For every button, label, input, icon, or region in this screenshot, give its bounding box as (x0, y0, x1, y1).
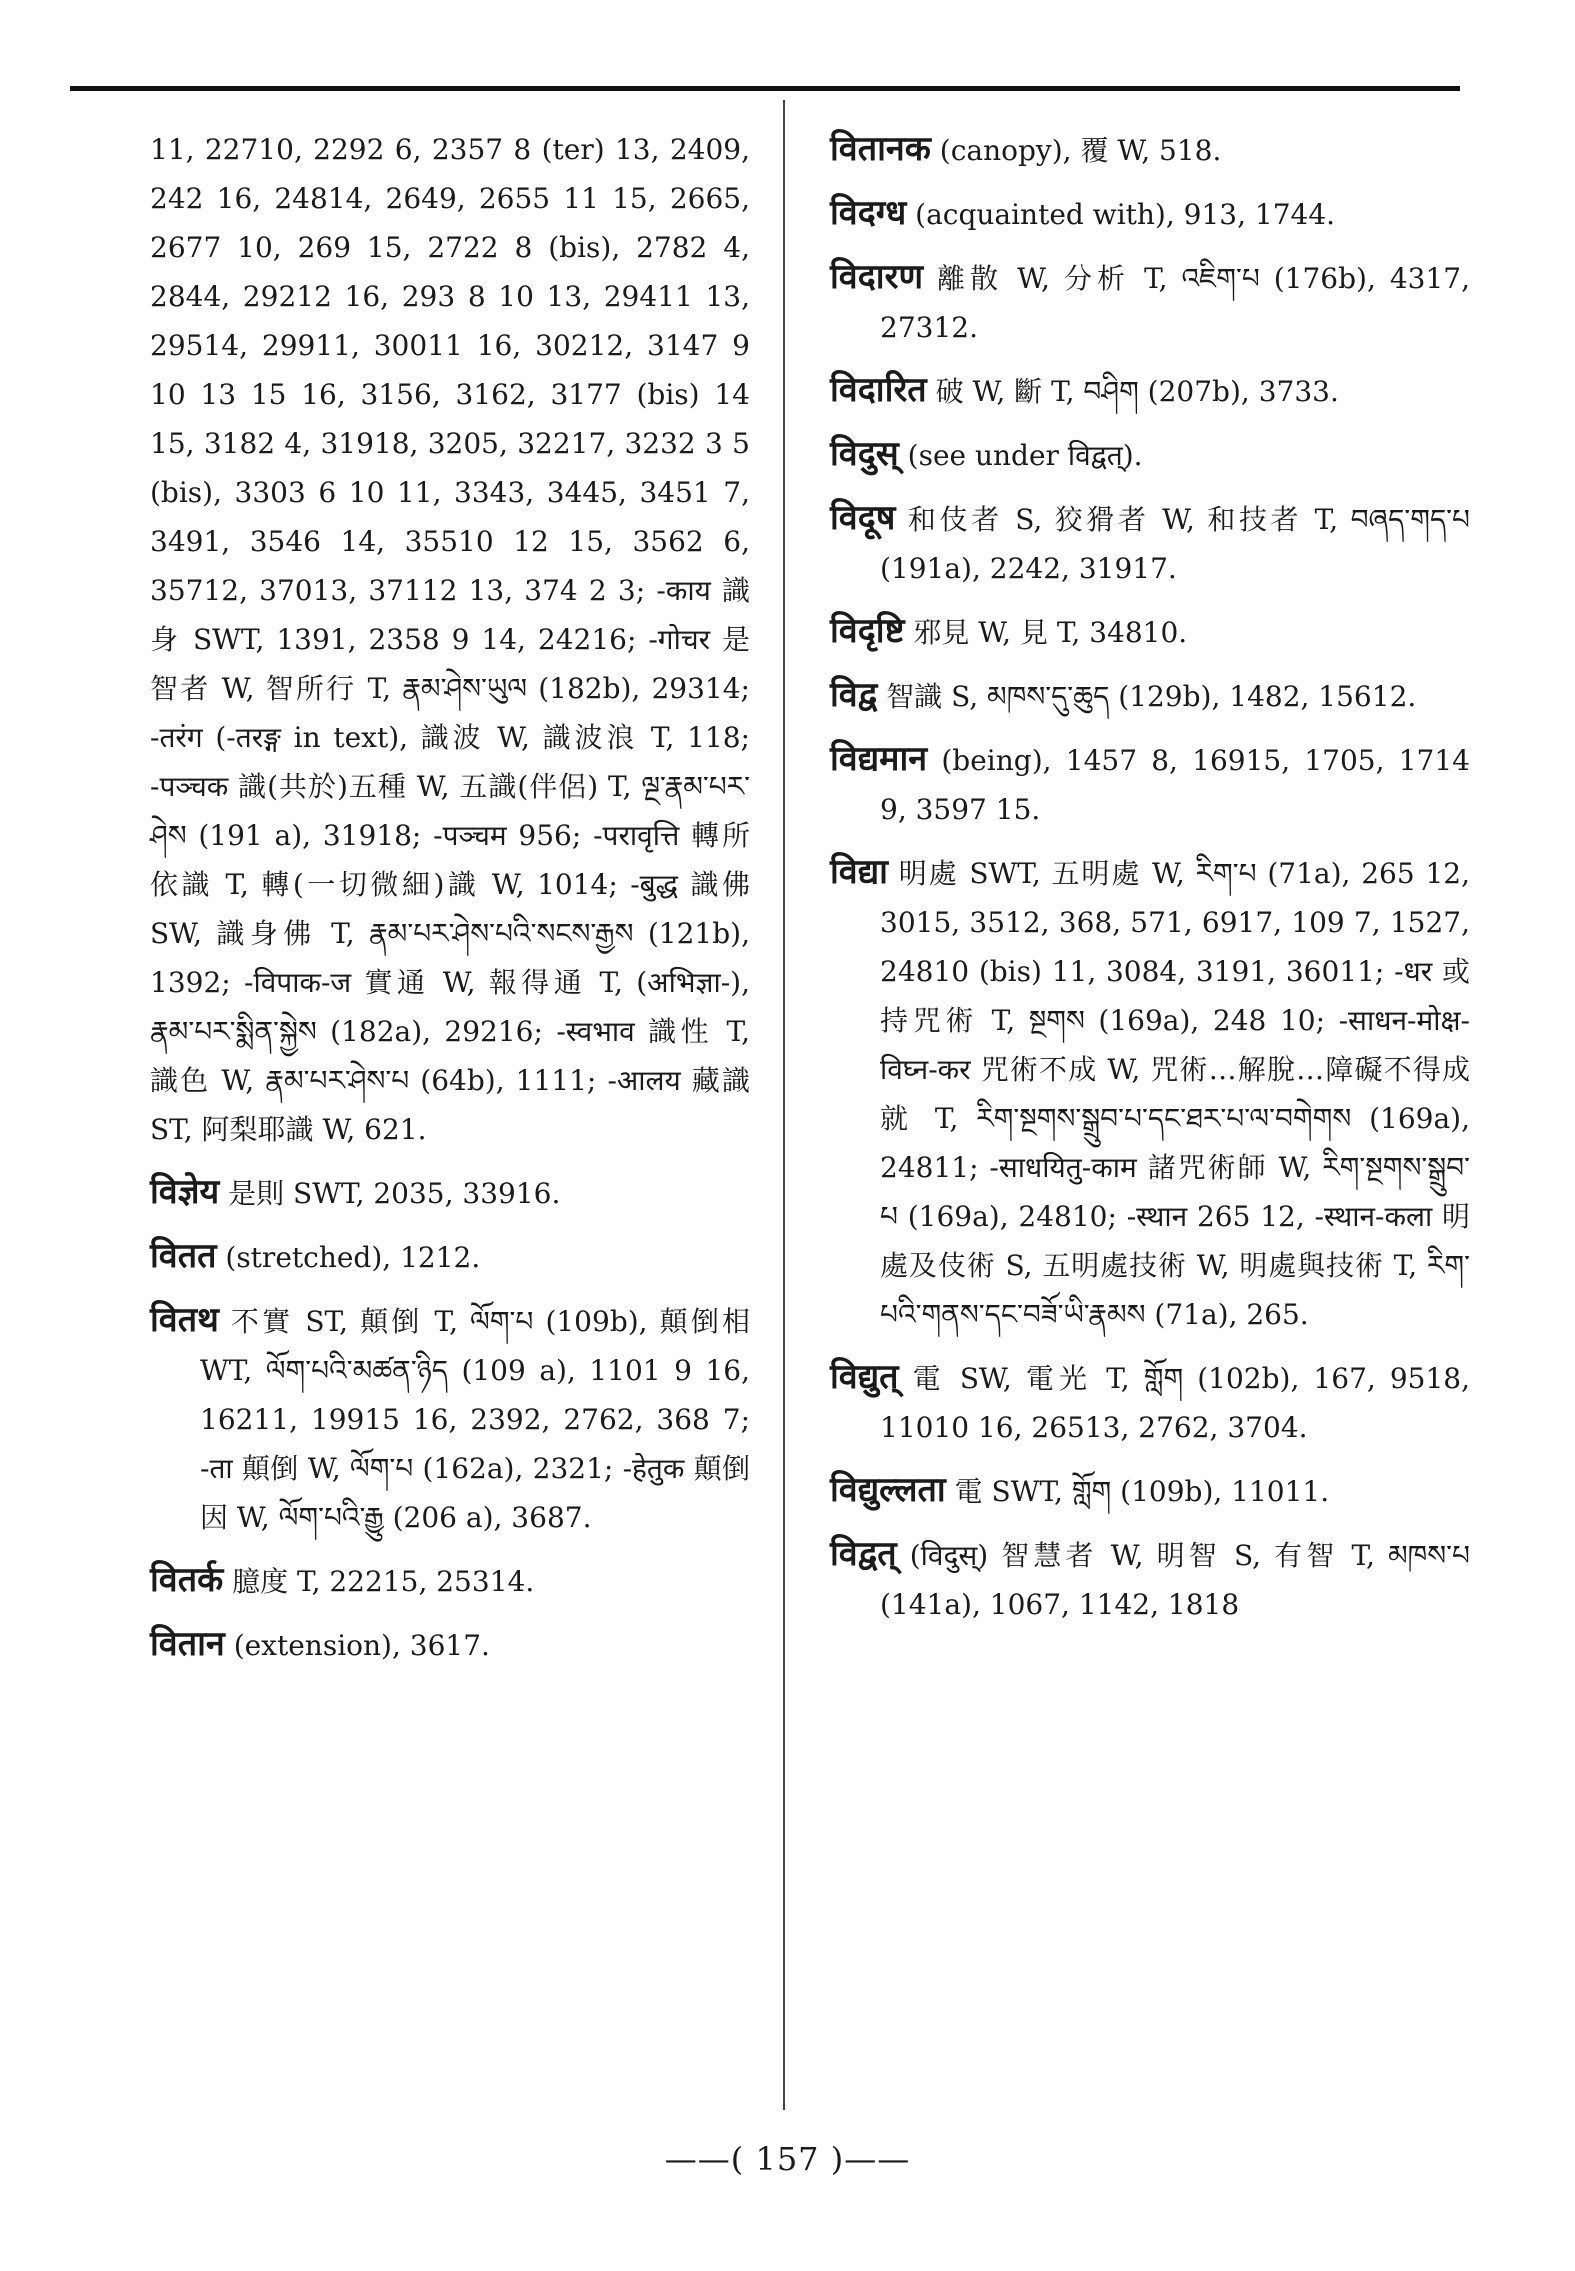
entry-text: (being), 1457 8, 16915, 1705, 1714 9, 3597 15. (880, 744, 1470, 826)
entry-text: 臆度 T, 22215, 25314. (232, 1565, 535, 1598)
headword: वितत (150, 1236, 217, 1276)
dictionary-entry (830, 735, 1470, 834)
headword: वितर्क (150, 1560, 224, 1600)
dictionary-entry (830, 494, 1470, 593)
right-column (830, 125, 1470, 1643)
dictionary-entry (830, 125, 1470, 175)
dictionary-entry (150, 125, 750, 1154)
entry-text: (canopy), 覆 W, 518. (939, 134, 1222, 167)
dictionary-entry (150, 1296, 750, 1542)
headword: विज्ञेय (150, 1172, 220, 1212)
dictionary-entry (830, 607, 1470, 657)
left-column (150, 125, 750, 1684)
page-number: ——( 157 )—— (664, 2140, 911, 2178)
headword: विद्यमान (830, 739, 928, 779)
dictionary-entry (830, 1530, 1470, 1629)
headword: विदूष (830, 498, 896, 538)
headword: विदारित (830, 370, 927, 410)
entry-text: 明處 SWT, 五明處 W, རིག་པ (71a), 265 12, 3015, 3512, 368, 571, 6917, 109 7, 1527, 24810 (bis) 11, 3084, 3191, 36011; -धर 或持咒術 T, སྔགས (169a), 248 10; -साधन-मोक्ष-विघ्न-कर 咒術不成 W, 咒術…解脫…障礙不得成就 T, རིག་སྔགས་སྒྲུབ་པ་དང་ཐར་པ་ལ་བགེགས (169a), 24811; -साधयितु-काम 諸咒術師 W, རིག་སྔགས་སྒྲུབ་པ (169a), 24810; -स्थान 265 12, -स्थान-कला 明處及伎術 S, 五明處技術 W, 明處與技術 T, རིག་པའི་གནས་དང་བཟོ་ཡི་རྣམས (71a), 265. (880, 857, 1470, 1331)
entry-text: (विदुस्) 智慧者 W, 明智 S, 有智 T, མཁས་པ (141a), 1067, 1142, 1818 (880, 1539, 1470, 1621)
dictionary-entry (830, 366, 1470, 416)
entry-text: 智識 S, མཁས་དུ་ཆུད (129b), 1482, 15612. (886, 680, 1417, 713)
headword: विद्या (830, 852, 888, 892)
headword: वितान (150, 1624, 225, 1664)
entry-text: (see under विद्वत्). (907, 439, 1143, 472)
entry-text: (extension), 3617. (233, 1629, 490, 1662)
entry-text: 電 SW, 電光 T, གློག (102b), 167, 9518, 11010 16, 26513, 2762, 3704. (880, 1362, 1470, 1444)
entry-text: 11, 22710, 2292 6, 2357 8 (ter) 13, 2409, 242 16, 24814, 2649, 2655 11 15, 2665, 2677 10, 269 15, 2722 8 (bis), 2782 4, 2844, 29212 16, 293 8 10 13, 29411 13, 29514, 29911, 30011 16, 30212, 3147 9 10 13 15 16, 3156, 3162, 3177 (bis) 14 15, 3182 4, 31918, 3205, 32217, 3232 3 5 (bis), 3303 6 10 11, 3343, 3445, 3451 7, 3491, 3546 14, 35510 12 15, 3562 6, 35712, 37013, 37112 13, 374 2 3; -काय 識身 SWT, 1391, 2358 9 14, 24216; -गोचर 是智者 W, 智所行 T, རྣམ་ཤེས་ཡུལ (182b), 29314; -तरंग (-तरङ्ग in text), 識波 W, 識波浪 T, 118; -पञ्चक 識(共於)五種 W, 五識(伴侶) T, ལྔ་རྣམ་པར་ཤེས (191 a), 31918; -पञ्चम 956; -परावृत्ति 轉所依識 T, 轉(一切微細)識 W, 1014; -बुद्ध 識佛 SW, 識身佛 T, རྣམ་པར་ཤེས་པའི་སངས་རྒྱས (121b), 1392; -विपाक-ज 實通 W, 報得通 T, (अभिज्ञा-), རྣམ་པར་སྨིན་སྐྱེས (182a), 29216; -स्वभाव 識性 T, 識色 W, རྣམ་པར་ཤེས་པ (64b), 1111; -आलय 藏識 ST, 阿梨耶識 W, 621. (150, 133, 750, 1146)
entry-text: 電 SWT, གློག (109b), 11011. (954, 1475, 1330, 1508)
entry-text: 和伎者 S, 狡猾者 W, 和技者 T, བཞད་གད་པ (191a), 2242, 31917. (880, 503, 1470, 585)
headword: विद्युल्लता (830, 1470, 946, 1510)
headword: विद्वत् (830, 1534, 897, 1574)
dictionary-entry (830, 1353, 1470, 1452)
dictionary-entry (150, 1556, 750, 1606)
dictionary-entry (830, 1466, 1470, 1516)
entry-text: 邪見 W, 見 T, 34810. (913, 616, 1188, 649)
entry-text: 是則 SWT, 2035, 33916. (228, 1177, 561, 1210)
headword: वितथ (150, 1300, 219, 1340)
column-divider (783, 100, 785, 2110)
headword: वितानक (830, 129, 931, 169)
headword: विदुस् (830, 434, 899, 474)
headword: विदग्ध (830, 193, 907, 233)
headword: विदृष्टि (830, 611, 905, 651)
entry-text: (stretched), 1212. (225, 1241, 481, 1274)
dictionary-entry (830, 253, 1470, 352)
headword: विदारण (830, 257, 924, 297)
entry-text: 離散 W, 分析 T, འཇིག་པ (176b), 4317, 27312. (880, 262, 1470, 344)
top-rule (70, 86, 1460, 91)
headword: विद्व (830, 675, 878, 715)
dictionary-entry (830, 671, 1470, 721)
dictionary-entry (150, 1232, 750, 1282)
dictionary-entry (150, 1168, 750, 1218)
dictionary-entry (830, 189, 1470, 239)
entry-text: 不實 ST, 顛倒 T, ལོག་པ (109b), 顛倒相 WT, ལོག་པའི་མཚན་ཉིད (109 a), 1101 9 16, 16211, 19915 16, 2392, 2762, 368 7; -ता 顛倒 W, ལོག་པ (162a), 2321; -हेतुक 顛倒因 W, ལོག་པའི་རྒྱུ (206 a), 3687. (200, 1305, 751, 1534)
dictionary-entry (830, 848, 1470, 1339)
dictionary-entry (830, 430, 1470, 480)
dictionary-entry (150, 1620, 750, 1670)
headword: विद्युत् (830, 1357, 899, 1397)
entry-text: 破 W, 斷 T, བཤིག (207b), 3733. (935, 375, 1339, 408)
entry-text: (acquainted with), 913, 1744. (915, 198, 1336, 231)
